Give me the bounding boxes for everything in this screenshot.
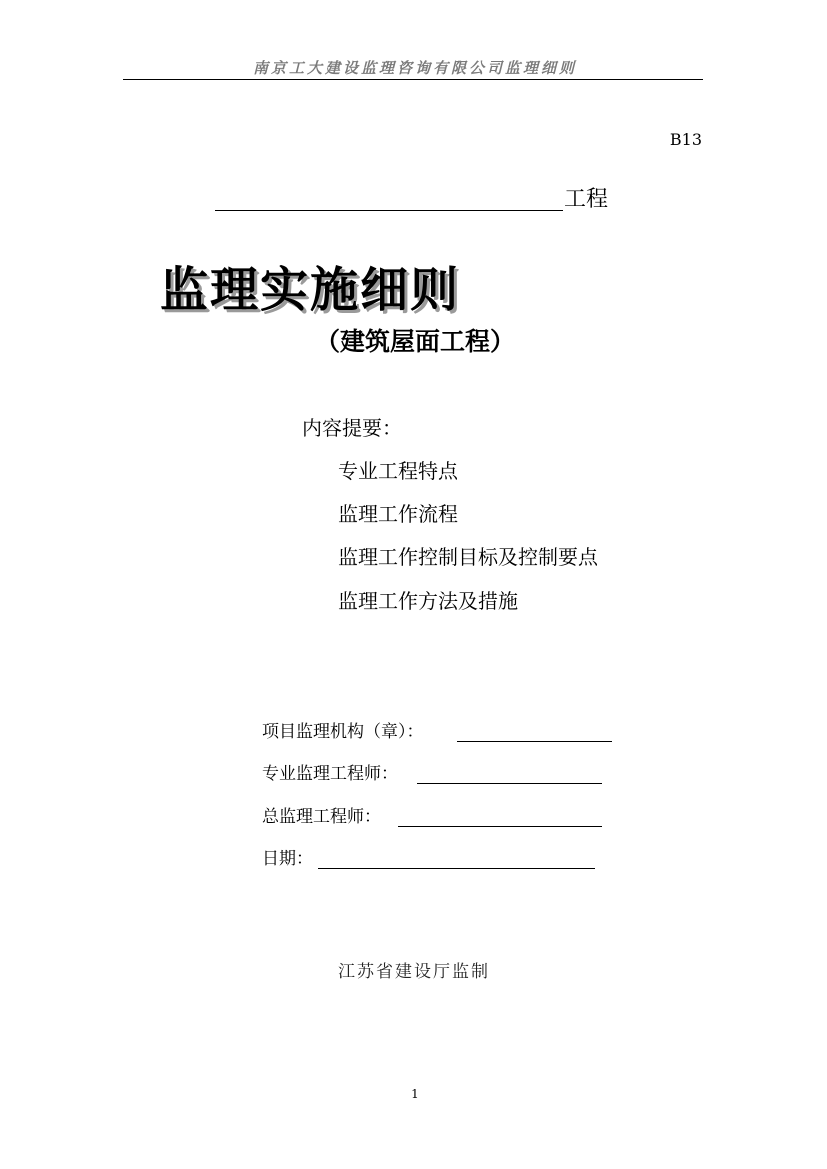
signature-blank	[457, 719, 612, 742]
contents-item: 监理工作方法及措施	[338, 589, 518, 613]
signature-blank	[417, 761, 602, 784]
sub-title: （建筑屋面工程）	[315, 327, 516, 356]
contents-item: 监理工作控制目标及控制要点	[338, 545, 598, 569]
signature-label: 日期：	[262, 849, 313, 869]
signature-blank	[398, 804, 602, 827]
company-header-title: 南京工大建设监理咨询有限公司监理细则	[252, 59, 577, 77]
document-code: B13	[669, 130, 702, 149]
contents-item: 监理工作流程	[338, 502, 458, 526]
signature-blank	[318, 846, 595, 869]
contents-item: 专业工程特点	[338, 459, 458, 483]
header-divider	[123, 79, 703, 80]
project-name-blank	[215, 188, 563, 211]
contents-label: 内容提要：	[302, 416, 402, 440]
signature-label: 总监理工程师：	[262, 807, 381, 827]
issuer-text: 江苏省建设厅监制	[338, 962, 490, 982]
signature-label: 专业监理工程师：	[262, 764, 398, 784]
main-title: 监理实施细则	[160, 262, 461, 318]
page-number: 1	[411, 1087, 419, 1101]
project-suffix: 工程	[564, 187, 609, 212]
signature-label: 项目监理机构（章）：	[262, 722, 424, 742]
